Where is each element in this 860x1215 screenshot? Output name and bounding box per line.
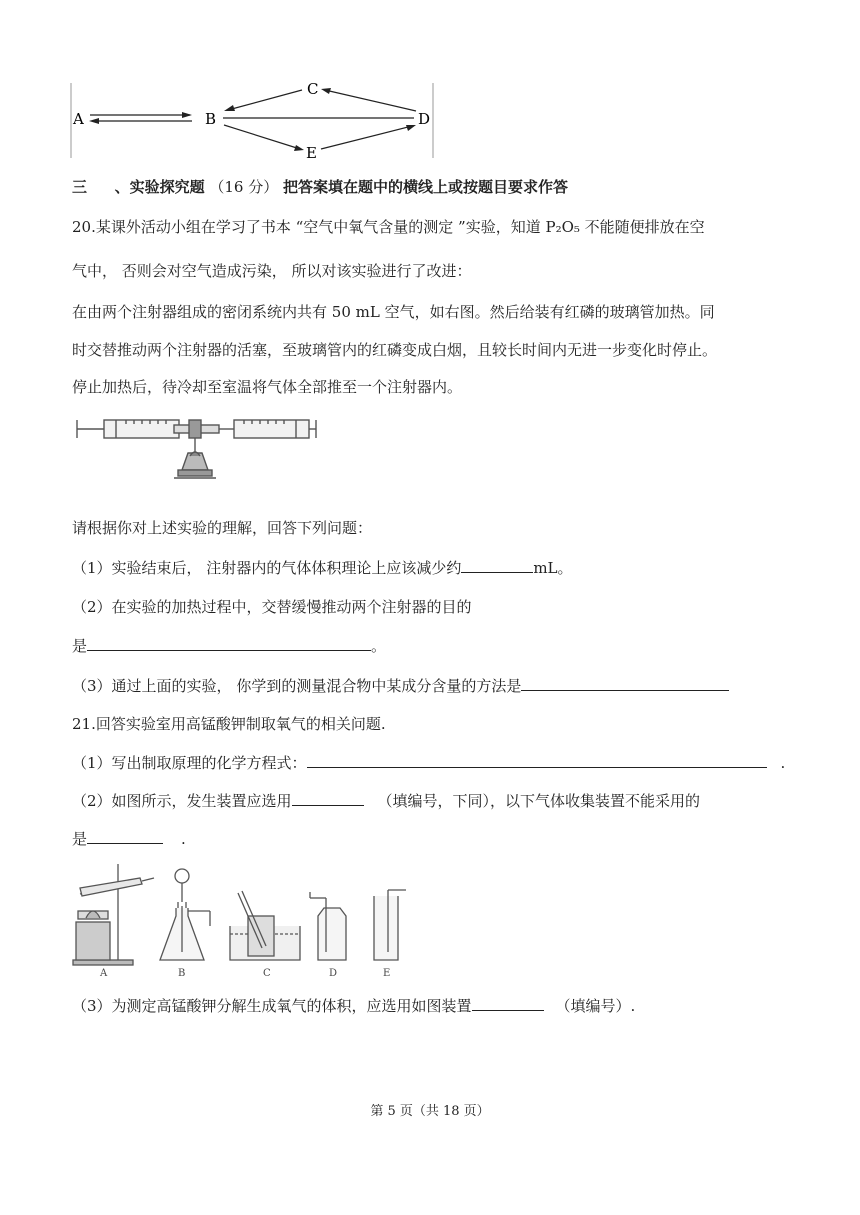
q21-sub2-answer-blank-2[interactable]	[87, 829, 163, 844]
apparatus-label-c: C	[263, 968, 271, 978]
apparatus-label-a: A	[100, 968, 108, 978]
q21-sub2-answer-blank-1[interactable]	[292, 791, 364, 806]
q21-sub2-end: .	[181, 830, 186, 848]
arrow-a-to-b-head	[182, 112, 192, 118]
q21-sub1-answer-blank[interactable]	[307, 753, 767, 768]
section-number: 三	[72, 178, 88, 196]
section-instruction: 把答案填在题中的横线上或按题目要求作答	[283, 178, 569, 196]
arrow-b-to-a-head	[89, 118, 99, 124]
node-e-label: E	[306, 144, 317, 162]
arrow-d-to-c	[325, 90, 416, 111]
q20-sub2-answer-blank[interactable]	[87, 636, 371, 651]
q21-sub2-text: （2）如图所示，发生装置应选用	[72, 792, 292, 810]
q20-desc-line-3: 停止加热后，待冷却至室温将气体全部推至一个注射器内。	[72, 378, 463, 396]
apparatus-label-b: B	[178, 968, 186, 978]
arrow-e-to-d	[321, 126, 412, 149]
arrow-e-to-d-head	[406, 125, 416, 131]
q20-intro-line-1: 20.某课外活动小组在学习了书本 “空气中氧气含量的测定 ”实验，知道 P₂O₅ 不能随便排放在空	[72, 218, 705, 236]
q20-sub1-answer-blank[interactable]	[461, 558, 533, 573]
q20-prompt: 请根据你对上述实验的理解，回答下列问题：	[72, 519, 373, 537]
q21-sub2-answer-line	[72, 828, 186, 849]
q20-sub3-answer-blank[interactable]	[521, 676, 729, 691]
q21-sub3	[72, 995, 635, 1016]
q21-sub2	[72, 790, 700, 811]
q21-sub1-end: .	[780, 754, 786, 772]
apparatus-label-e: E	[383, 968, 391, 978]
section-heading	[72, 176, 568, 197]
arrow-c-to-b	[228, 90, 302, 110]
arrow-b-to-e	[224, 125, 300, 149]
q20-sub2-text: （2）在实验的加热过程中，交替缓慢推动两个注射器的目的	[72, 598, 472, 616]
node-a-label: A	[73, 110, 84, 128]
apparatus-label-d: D	[329, 968, 338, 978]
apparatus-d-bottle	[310, 892, 346, 960]
apparatus-a-heating-setup	[73, 864, 154, 965]
reaction-relationship-diagram	[68, 78, 438, 163]
q20-intro-line-2: 气中， 否则会对空气造成污染， 所以对该实验进行了改进：	[72, 262, 472, 280]
q20-sub2-end: 。	[371, 637, 387, 655]
q21-sub1-text: （1）写出制取原理的化学方程式：	[72, 754, 307, 772]
q20-desc-line-1: 在由两个注射器组成的密闭系统内共有 50 mL 空气，如右图。然后给装有红磷的玻璃管加热。同	[72, 303, 715, 321]
q21-sub3-text: （3）为测定高锰酸钾分解生成氧气的体积，应选用如图装置	[72, 997, 472, 1015]
node-d-label: D	[418, 110, 431, 128]
q20-sub2-prefix: 是	[72, 637, 88, 655]
q20-sub1	[72, 557, 573, 578]
apparatus-c-water-trough	[230, 891, 300, 960]
q21-intro: 21.回答实验室用高锰酸钾制取氧气的相关问题.	[72, 715, 386, 733]
section-title: 、实验探究题	[114, 178, 205, 196]
q20-sub1-unit: mL。	[533, 559, 573, 577]
section-points: （16 分）	[209, 178, 279, 196]
q20-desc-line-2: 时交替推动两个注射器的活塞，至玻璃管内的红磷变成白烟，且较长时间内无进一步变化时停止。	[72, 341, 718, 359]
apparatus-b-flask	[160, 869, 210, 960]
q21-sub3-answer-blank[interactable]	[472, 996, 544, 1011]
q21-sub1	[72, 752, 785, 773]
q20-sub2-answer-line	[72, 635, 386, 656]
arrow-c-to-b-head	[224, 105, 235, 111]
arrow-b-to-e-head	[294, 145, 304, 151]
node-b-label: B	[205, 110, 217, 128]
q21-sub3-note: （填编号）.	[555, 997, 636, 1015]
q21-sub2-note: （填编号，下同），以下气体收集装置不能采用的	[377, 792, 701, 810]
q20-sub1-text: （1）实验结束后， 注射器内的气体体积理论上应该减少约	[72, 559, 462, 577]
gas-apparatus-figure	[70, 856, 415, 978]
apparatus-e-bottle	[374, 890, 406, 960]
syringe-apparatus-figure	[74, 408, 319, 493]
arrow-d-to-c-head	[321, 88, 331, 94]
q20-sub3-text: （3）通过上面的实验， 你学到的测量混合物中某成分含量的方法是	[72, 677, 522, 695]
q21-sub2-prefix: 是	[72, 830, 88, 848]
q20-sub3	[72, 675, 729, 696]
page-footer: 第 5 页（共 18 页）	[370, 1104, 490, 1119]
node-c-label: C	[307, 80, 319, 98]
